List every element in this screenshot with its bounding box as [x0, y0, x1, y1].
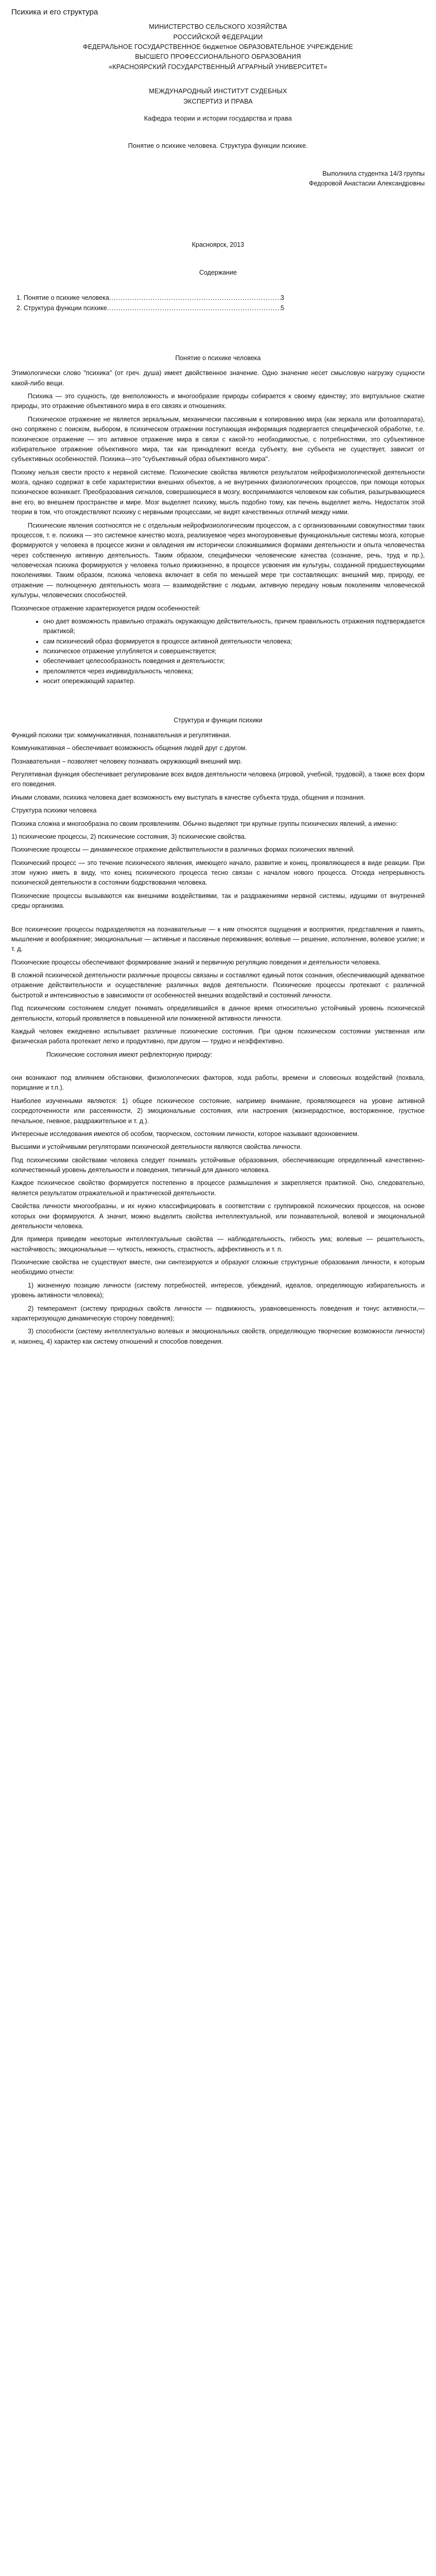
paragraph: Под психическими свойствами человека следует понимать устойчивые образования, обеспечивающие определенный качественно-количественный уровень деятельности и поведения, типичный для данного человека. — [11, 1156, 425, 1174]
list-item: • обеспечивает целесообразность поведения и деятельности; — [43, 656, 425, 666]
numbered-item: 1) жизненную позицию личности (систему потребностей, интересов, убеждений, идеалов, определяющую избирательность и уровень активности человека); — [11, 1281, 425, 1299]
toc-leader-dots — [107, 303, 281, 313]
numbered-item: 2) темперамент (систему природных свойств личности — подвижность, уравновешенность поведения и тонус активности,— характеризующую динамическую сторону поведения); — [11, 1304, 425, 1322]
paragraph: Наиболее изученными являются: 1) общее психическое состояние, например внимание, проявляющееся на уровне активной сосредоточенности или рассеянности, 2) эмоциональные состояния, или настроения (жизнерадостное, восторженное, грустное печальное, гневное, раздражительное и т. д.). — [11, 1097, 425, 1125]
city-year: Красноярск, 2013 — [191, 241, 245, 249]
paragraph: Познавательная – позволяет человеку познавать окружающий внешний мир. — [11, 757, 242, 765]
institution-line-1: ФЕДЕРАЛЬНОЕ ГОСУДАРСТВЕННОЕ бюджетное ОБРАЗОВАТЕЛЬНОЕ УЧРЕЖДЕНИЕ — [83, 43, 353, 50]
states-subheading: Психические состояния имеют рефлекторную природу: — [46, 1050, 213, 1058]
list-item: • носит опережающий характер. — [43, 676, 425, 686]
toc-item-page: 5 — [281, 304, 284, 312]
paragraph: Каждое психическое свойство формируется постепенно в процессе размышления и закрепляется практикой. Оно, следовательно, является результатом отражательной и практической деятельности. — [11, 1179, 425, 1197]
university-line: «КРАСНОЯРСКИЙ ГОСУДАРСТВЕННЫЙ АГРАРНЫЙ УНИВЕРСИТЕТ» — [109, 63, 327, 71]
paragraph: Регулятивная функция обеспечивает регулирование всех видов деятельности человека (игровой, учебной, трудовой), а также всех форм его поведения. — [11, 771, 425, 788]
paragraph: 1) психические процессы, 2) психические состояния, 3) психические свойства. — [11, 833, 247, 840]
ministry-line: МИНИСТЕРСТВО СЕЛЬСКОГО ХОЗЯЙСТВА — [149, 23, 287, 31]
paragraph: Каждый человек ежедневно испытывает различные психические состояния. При одном психическом состоянии умственная или физическая работа протекает легко и продуктивно, при другом — трудно и неэффективно. — [11, 1027, 425, 1045]
title-page — [11, 22, 425, 151]
paragraph: Иными словами, психика человека дает возможность ему выступать в качестве субъекта труда, общения и познания. — [11, 793, 365, 801]
toc-item-page: 3 — [281, 294, 284, 302]
institute-line-2: ЭКСПЕРТИЗ И ПРАВА — [183, 97, 253, 105]
toc-heading: Содержание — [199, 268, 237, 276]
toc-leader-dots — [109, 293, 281, 303]
country-line: РОССИЙСКОЙ ФЕДЕРАЦИИ — [173, 33, 263, 41]
paragraph: Все психические процессы подразделяются на познавательные — к ним относятся ощущения и восприятия, представления и память, мышление и воображение; эмоциональные — активные и пассивные переживания; волевые — решение, исполнение, волевое усилие; и т. д. — [11, 925, 425, 953]
paragraph: Высшими и устойчивыми регуляторами психической деятельности являются свойства личности. — [11, 1143, 302, 1151]
list-item: • преломляется через индивидуальность человека; — [43, 667, 425, 676]
paragraph: Коммуникативная – обеспечивает возможность общения людей друг с другом. — [11, 744, 247, 752]
numbered-item: 3) способности (систему интеллектуально волевых и эмоциональных свойств, определяющую творческие возможности личности) и, наконец, 4) характер как систему отношений и способов поведения. — [11, 1328, 425, 1345]
paragraph: Психика сложна и многообразна по своим проявлениям. Обычно выделяют три крупные группы психических явлений, а именно: — [11, 820, 398, 827]
institution-line-2: ВЫСШЕГО ПРОФЕССИОНАЛЬНОГО ОБРАЗОВАНИЯ — [135, 53, 301, 61]
paragraph: Психические процессы обеспечивают формирование знаний и первичную регуляцию поведения и деятельности человека. — [11, 958, 381, 966]
paragraph: Для примера приведем некоторые интеллектуальные свойства — наблюдательность, гибкость ума; волевые — решительность, настойчивость; эмоциональные — чуткость, нежность, страстность, аффективность и т. п. — [11, 1235, 425, 1253]
paragraph: Под психическим состоянием следует понимать определившийся в данное время относительно устойчивый уровень психической деятельности, который проявляется в повышенной или пониженной активности личности. — [11, 1005, 425, 1022]
toc-item-label: 2. Структура функции психике — [16, 304, 107, 312]
paragraph: В сложной психической деятельности различные процессы связаны и составляют единый поток сознания, обеспечивающий адекватное отражение действительности и осуществление различных видов деятельности. Психические процессы протекают с различной быстротой и интенсивностью в зависимости от особенностей внешних воздействий и состояний личности. — [11, 972, 425, 999]
author-line-2: Федоровой Анастасии Александровны — [309, 180, 425, 187]
toc-item-label: 1. Понятие о психике человека — [16, 294, 109, 302]
department-line: Кафедра теории и истории государства и права — [144, 114, 292, 122]
paragraph: Психику нельзя свести просто к нервной системе. Психические свойства являются результатом нейрофизиологической деятельности мозга, однако содержат в себе характеристики внешних объектов, а не внутренних физиологических процессов, при помощи которых психическое возникает. Преобразования сигналов, совершающиеся в мозгу, воспринимаются человеком как события, разыгрывающиеся вне его, во внешнем пространстве и мире. Мозг выделяет психику, мысль подобно тому, как печень выделяет желчь. Недостаток этой теории в том, что отождествляют психику с нервными процессами, не видят качественных отличий между ними. — [11, 468, 425, 516]
list-item: • сам психический образ формируется в процессе активной деятельности человека; — [43, 637, 425, 647]
list-item: • психическое отражение углубляется и совершенствуется; — [43, 647, 425, 656]
document-title: Психика и его структура — [11, 8, 98, 16]
paragraph: Психическое отражение характеризуется рядом особенностей: — [11, 604, 201, 612]
paragraph: Психические процессы — динамическое отражение действительности в различных формах психических явлений. — [11, 846, 355, 854]
paragraph: Психические свойства не существуют вместе, они синтезируются и образуют сложные структурные образования личности, к которым необходимо отнести: — [11, 1259, 425, 1276]
features-list — [11, 617, 425, 687]
toc-item[interactable] — [16, 293, 284, 303]
structure-heading: Структура психики человека — [11, 807, 97, 815]
paragraph: Интересные исследования имеются об особом, творческом, состоянии личности, которое называют вдохновением. — [11, 1130, 359, 1138]
table-of-contents — [16, 293, 284, 313]
paragraph: Психическое отражение не является зеркальным, механически пассивным к копированию мира (как зеркала или фотоаппарата), оно сопряжено с поиском, выбором, в психическом отражении поступающая информация подвергается специфической обработке, т.е. психическое отражение — это активное отражение мира в связи с какой-то необходимостью, с потребностями, это субъективное избирательное отражение объективного мира, так как принадлежит всегда субъекту, вне субъекта не существует, зависит от субъективных особенностей. Психика—это "субъективный образ объективного мира". — [11, 415, 425, 463]
paragraph: Свойства личности многообразны, и их нужно классифицировать в соответствии с группировкой психических процессов, на основе которых они формируются. А значит, можно выделить свойства интеллектуальной, или познавательной, волевой и эмоциональной деятельности человека. — [11, 1202, 425, 1230]
paragraph: Психика — это сущность, где внеположность и многообразие природы собирается к своему единству; это виртуальное сжатие природы, это отражение объективного мира в его связях и отношениях. — [11, 393, 425, 410]
list-item: • оно дает возможность правильно отражать окружающую действительность, причем правильность отражения подтверждается практикой; — [43, 617, 425, 637]
section-1-heading: Понятие о психике человека — [175, 354, 261, 362]
work-title: Понятие о психике человека. Структура функции психике. — [128, 142, 308, 150]
paragraph: Психический процесс — это течение психического явления, имеющего начало, развитие и конец, проявляющееся в виде реакции. При этом нужно иметь в виду, что конец психического процесса тесно связан с началом нового процесса. Отсюда непрерывность психической деятельности в состоянии бодрствования человека. — [11, 859, 425, 887]
paragraph: Психические процессы вызываются как внешними воздействиями, так и раздражениями нервной системы, идущими от внутренней среды организма. — [11, 892, 425, 910]
institute-line-1: МЕЖДУНАРОДНЫЙ ИНСТИТУТ СУДЕБНЫХ — [149, 88, 287, 95]
section-2-heading: Структура и функции психики — [173, 716, 263, 724]
author-line-1: Выполнила студентка 14/3 группы — [322, 170, 425, 177]
paragraph: Функций психики три: коммуникативная, познавательная и регулятивная. — [11, 731, 231, 739]
paragraph: они возникают под влиянием обстановки, физиологических факторов, хода работы, времени и словесных воздействий (похвала, порицание и т.п.). — [11, 1074, 425, 1092]
toc-item[interactable] — [16, 303, 284, 313]
paragraph: Психические явления соотносятся не с отдельным нейрофизиологическим процессом, а с организованными совокупностями таких процессов, т. е. психика — это системное качество мозга, реализуемое через многоуровневые функциональные системы мозга, которые формируются у человека в процессе жизни и овладения им исторически сложившимися формами деятельности и опыта человечества через собственную активную деятельность. Таким образом, специфически человеческие качества (сознание, речь, труд и пр.), человеческая психика формируются у человека только прижизненно, в процессе усвоения им культуры, созданной предшествующими поколениями. Таким образом, психика человека включает в себя по меньшей мере три составляющих: внешний мир, природу, ее отражение — полноценную деятельность мозга — взаимодействие с людьми, активную передачу новым поколениям человеческой культуры, человеческих способностей. — [11, 521, 425, 599]
paragraph: Этимологически слово "психика" (от греч. душа) имеет двойственное значение. Одно значение несет смысловую нагрузку сущности какой-либо вещи. — [11, 369, 425, 387]
